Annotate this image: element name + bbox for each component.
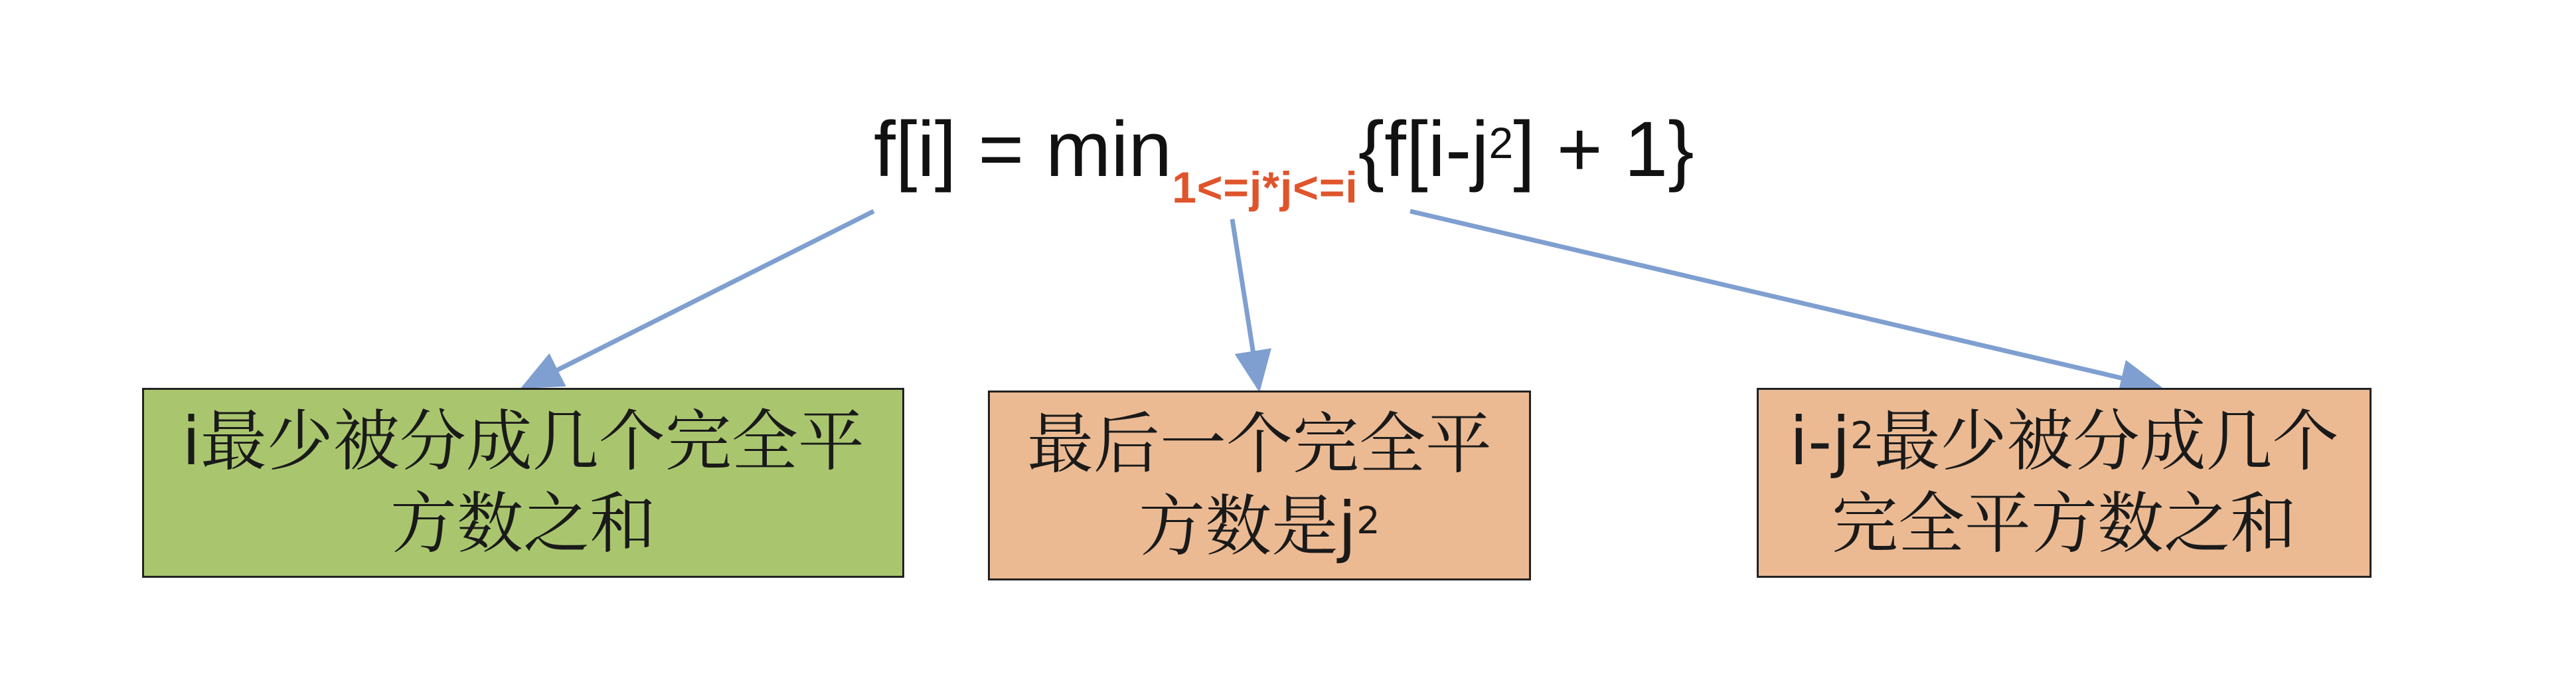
box3-line1-exponent: 2 xyxy=(1850,414,1874,458)
arrow-to-box3 xyxy=(1410,211,2158,387)
box2-line2-text: 方数是j xyxy=(1139,487,1357,565)
formula-subscript: 1<=j*j<=i xyxy=(1172,163,1358,212)
formula-lhs: f[i] = min xyxy=(874,106,1172,193)
box2-line2-exponent: 2 xyxy=(1356,499,1380,543)
arrow-to-box2 xyxy=(1232,219,1259,388)
box-i-min-squares xyxy=(142,388,904,578)
box1-line2: 方数之和 xyxy=(390,485,656,563)
box3-line1-suffix: 最少被分成几个 xyxy=(1874,402,2339,480)
arrow-to-box1 xyxy=(524,211,874,387)
formula-rhs-open: {f[i-j xyxy=(1358,106,1489,193)
formula-rhs-exponent: 2 xyxy=(1489,118,1514,167)
box-last-square xyxy=(988,391,1531,580)
box3-line2: 完全平方数之和 xyxy=(1831,485,2296,563)
box2-line2 xyxy=(1027,485,1492,568)
box-remainder-min-squares xyxy=(1757,388,2372,578)
formula-rhs-close: ] + 1} xyxy=(1513,106,1694,193)
box3-line1 xyxy=(1789,400,2338,483)
box3-line1-prefix: i-j xyxy=(1789,402,1850,480)
box1-line1: i最少被分成几个完全平 xyxy=(182,402,864,480)
box2-line1: 最后一个完全平 xyxy=(1027,405,1492,483)
